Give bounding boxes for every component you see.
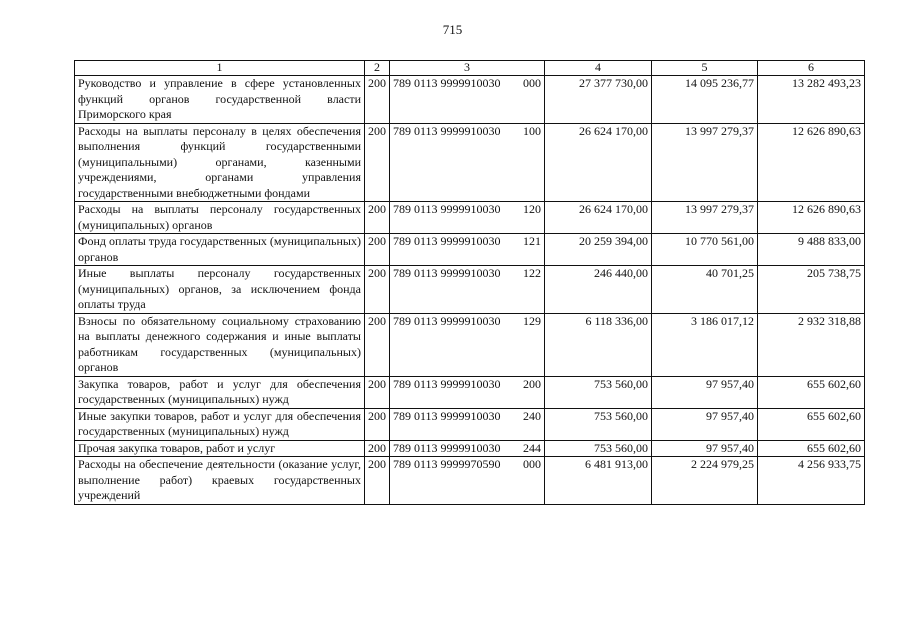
row-name: Расходы на обеспечение деятельности (оказание услуг, выполнение работ) краевых государственных учреждений <box>75 457 365 505</box>
row-subcode: 121 <box>523 234 541 248</box>
row-col2: 200 <box>365 266 390 314</box>
row-code-cell <box>390 376 545 408</box>
row-value-4: 753 560,00 <box>545 408 652 440</box>
table-row <box>75 408 865 440</box>
row-name: Фонд оплаты труда государственных (муниципальных) органов <box>75 234 365 266</box>
row-value-6: 9 488 833,00 <box>758 234 865 266</box>
row-value-6: 655 602,60 <box>758 440 865 457</box>
row-value-4: 6 481 913,00 <box>545 457 652 505</box>
row-code: 789 0113 9999910030 <box>393 123 501 138</box>
column-header-6: 6 <box>758 61 865 76</box>
row-value-4: 753 560,00 <box>545 440 652 457</box>
row-subcode: 244 <box>523 440 541 455</box>
row-code-cell <box>390 440 545 457</box>
row-value-5: 3 186 017,12 <box>652 313 758 376</box>
row-value-6: 13 282 493,23 <box>758 76 865 124</box>
row-col2: 200 <box>365 76 390 124</box>
row-code: 789 0113 9999910030 <box>393 234 501 248</box>
table-row <box>75 457 865 505</box>
row-name: Руководство и управление в сфере установленных функций органов государственной власти Приморского края <box>75 76 365 124</box>
budget-table <box>74 60 865 505</box>
row-value-6: 655 602,60 <box>758 408 865 440</box>
row-name: Взносы по обязательному социальному страхованию на выплаты денежного содержания и иные выплаты работникам государственных (муниципальных) органов <box>75 313 365 376</box>
row-code-cell <box>390 457 545 505</box>
row-code: 789 0113 9999910030 <box>393 313 501 328</box>
row-value-4: 26 624 170,00 <box>545 123 652 202</box>
row-subcode: 000 <box>523 76 541 90</box>
row-name: Закупка товаров, работ и услуг для обеспечения государственных (муниципальных) нужд <box>75 376 365 408</box>
page-number: 715 <box>442 22 463 37</box>
row-value-6: 12 626 890,63 <box>758 202 865 234</box>
table-row <box>75 440 865 457</box>
row-value-5: 97 957,40 <box>652 376 758 408</box>
row-value-6: 655 602,60 <box>758 376 865 408</box>
row-col2: 200 <box>365 408 390 440</box>
row-code: 789 0113 9999910030 <box>393 440 501 455</box>
row-col2: 200 <box>365 376 390 408</box>
row-value-5: 97 957,40 <box>652 408 758 440</box>
column-header-1: 1 <box>75 61 365 76</box>
row-value-4: 26 624 170,00 <box>545 202 652 234</box>
row-value-4: 27 377 730,00 <box>545 76 652 124</box>
row-value-5: 13 997 279,37 <box>652 202 758 234</box>
row-code: 789 0113 9999910030 <box>393 202 501 216</box>
row-code-cell <box>390 123 545 202</box>
row-value-5: 14 095 236,77 <box>652 76 758 124</box>
table-row <box>75 76 865 124</box>
row-code-cell <box>390 266 545 314</box>
row-col2: 200 <box>365 457 390 505</box>
row-subcode: 000 <box>523 457 541 471</box>
row-name: Прочая закупка товаров, работ и услуг <box>75 440 365 457</box>
table-row <box>75 376 865 408</box>
row-code-cell <box>390 202 545 234</box>
row-value-5: 10 770 561,00 <box>652 234 758 266</box>
row-subcode: 129 <box>523 313 541 328</box>
row-value-5: 97 957,40 <box>652 440 758 457</box>
column-header-5: 5 <box>652 61 758 76</box>
row-code: 789 0113 9999910030 <box>393 76 501 90</box>
table-row <box>75 266 865 314</box>
row-code-cell <box>390 408 545 440</box>
row-col2: 200 <box>365 123 390 202</box>
row-code: 789 0113 9999970590 <box>393 457 501 471</box>
row-value-6: 205 738,75 <box>758 266 865 314</box>
row-subcode: 122 <box>523 266 541 280</box>
row-subcode: 240 <box>523 408 541 423</box>
row-value-5: 40 701,25 <box>652 266 758 314</box>
row-code-cell <box>390 234 545 266</box>
table-header-row <box>75 61 865 76</box>
row-subcode: 100 <box>523 123 541 138</box>
row-name: Иные закупки товаров, работ и услуг для обеспечения государственных (муниципальных) нужд <box>75 408 365 440</box>
row-name: Расходы на выплаты персоналу государственных (муниципальных) органов <box>75 202 365 234</box>
row-col2: 200 <box>365 202 390 234</box>
row-code: 789 0113 9999910030 <box>393 266 501 280</box>
row-subcode: 200 <box>523 376 541 391</box>
table-row <box>75 313 865 376</box>
row-value-6: 4 256 933,75 <box>758 457 865 505</box>
row-code: 789 0113 9999910030 <box>393 376 501 391</box>
column-header-2: 2 <box>365 61 390 76</box>
row-subcode: 120 <box>523 202 541 216</box>
column-header-4: 4 <box>545 61 652 76</box>
row-value-6: 2 932 318,88 <box>758 313 865 376</box>
row-code-cell <box>390 76 545 124</box>
row-value-5: 13 997 279,37 <box>652 123 758 202</box>
table-row <box>75 234 865 266</box>
table-row <box>75 123 865 202</box>
row-value-5: 2 224 979,25 <box>652 457 758 505</box>
row-value-6: 12 626 890,63 <box>758 123 865 202</box>
column-header-3: 3 <box>390 61 545 76</box>
row-name: Иные выплаты персоналу государственных (муниципальных) органов, за исключением фонда оплаты труда <box>75 266 365 314</box>
row-value-4: 246 440,00 <box>545 266 652 314</box>
row-code: 789 0113 9999910030 <box>393 408 501 423</box>
row-value-4: 20 259 394,00 <box>545 234 652 266</box>
row-value-4: 753 560,00 <box>545 376 652 408</box>
row-name: Расходы на выплаты персоналу в целях обеспечения выполнения функций государственными (муниципальными) органами, казенными учреждениями, органами управления государственными внебюджетными фондами <box>75 123 365 202</box>
row-col2: 200 <box>365 234 390 266</box>
row-col2: 200 <box>365 313 390 376</box>
row-col2: 200 <box>365 440 390 457</box>
row-code-cell <box>390 313 545 376</box>
table-row <box>75 202 865 234</box>
row-value-4: 6 118 336,00 <box>545 313 652 376</box>
